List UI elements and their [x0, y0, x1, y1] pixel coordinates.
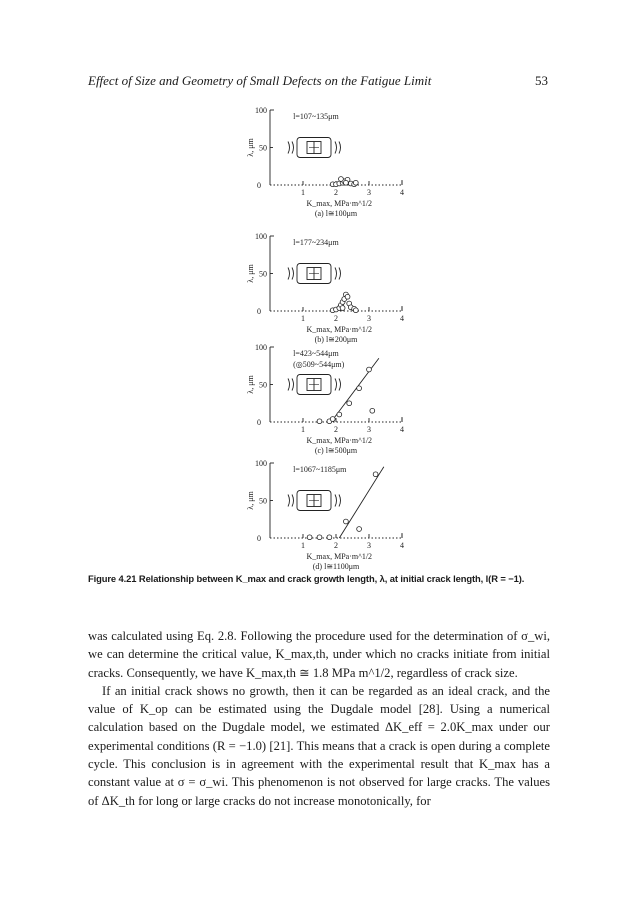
wave-right	[335, 495, 341, 507]
data-point	[330, 417, 335, 422]
y-axis-label: λ, μm	[246, 138, 255, 157]
data-point	[367, 367, 372, 372]
y-tick-label: 100	[255, 232, 267, 241]
data-point	[373, 472, 378, 477]
y-tick-label: 100	[255, 343, 267, 352]
specimen-with-defect-icon	[288, 264, 341, 284]
data-point	[353, 308, 358, 313]
data-point	[344, 180, 349, 185]
data-point	[340, 306, 345, 311]
x-axis-label: K_max, MPa·m^1/2	[306, 436, 373, 445]
x-axis-label: K_max, MPa·m^1/2	[306, 199, 373, 208]
panel-label: (d) l≅1100μm	[312, 562, 360, 571]
panel-label: (a) l≅100μm	[314, 209, 358, 218]
x-tick-label: 3	[367, 425, 371, 434]
paragraph-1: was calculated using Eq. 2.8. Following the procedure used for the determination of σ_wi, we can determine the critical value, K_max,th, under which no cracks initiate from initial cracks. Consequently, we have K_max,th ≅ 1.8 MPa m^1/2, regardless of crack size.	[88, 629, 550, 680]
data-point	[344, 519, 349, 524]
specimen-with-defect-icon	[288, 491, 341, 511]
y-axis-label: λ, μm	[246, 491, 255, 510]
page-number: 53	[535, 73, 548, 88]
data-point	[345, 294, 350, 299]
panel-b	[246, 232, 404, 344]
data-point	[357, 527, 362, 532]
y-tick-label: 0	[257, 534, 261, 543]
y-tick-label: 0	[257, 307, 261, 316]
x-tick-label: 2	[334, 541, 338, 550]
x-axis-label: K_max, MPa·m^1/2	[306, 325, 373, 334]
specimen-with-defect-icon	[288, 138, 341, 158]
wave-left	[288, 379, 294, 391]
panel-c	[246, 343, 404, 455]
data-point	[307, 535, 312, 540]
panel-d	[246, 459, 404, 571]
crack-length-annotation: l=423~544μm	[293, 349, 339, 358]
data-point	[353, 180, 358, 185]
x-tick-label: 4	[400, 541, 404, 550]
x-tick-label: 4	[400, 425, 404, 434]
data-point	[317, 419, 322, 424]
trend-line	[339, 467, 384, 538]
panel-label: (b) l≅200μm	[314, 335, 358, 344]
data-point	[370, 408, 375, 413]
x-axis-label: K_max, MPa·m^1/2	[306, 552, 373, 561]
y-tick-label: 100	[255, 106, 267, 115]
wave-left	[288, 495, 294, 507]
y-tick-label: 50	[259, 496, 267, 506]
y-tick-label: 50	[259, 380, 267, 390]
x-tick-label: 4	[400, 314, 404, 323]
crack-length-annotation-2: (◎509~544μm)	[293, 360, 345, 369]
wave-right	[335, 268, 341, 280]
y-axis-label: λ, μm	[246, 375, 255, 394]
data-point	[317, 535, 322, 540]
crack-length-annotation: l=177~234μm	[293, 238, 339, 247]
x-tick-label: 1	[301, 314, 305, 323]
x-tick-label: 2	[334, 314, 338, 323]
panel-label: (c) l≅500μm	[314, 446, 358, 455]
x-tick-label: 3	[367, 314, 371, 323]
running-title: Effect of Size and Geometry of Small Defects on the Fatigue Limit	[88, 73, 432, 88]
crack-length-annotation: l=107~135μm	[293, 112, 339, 121]
caption-text: Figure 4.21 Relationship between K_max and crack growth length, λ, at initial crack length, l(R = −1).	[88, 573, 525, 584]
x-tick-label: 1	[301, 425, 305, 434]
wave-right	[335, 379, 341, 391]
crack-length-annotation: l=1067~1185μm	[293, 465, 347, 474]
x-tick-label: 4	[400, 188, 404, 197]
y-tick-label: 0	[257, 418, 261, 427]
y-tick-label: 50	[259, 269, 267, 279]
data-point	[327, 535, 332, 540]
x-tick-label: 3	[367, 188, 371, 197]
x-tick-label: 3	[367, 541, 371, 550]
data-point	[339, 177, 344, 182]
y-axis-label: λ, μm	[246, 264, 255, 283]
specimen-with-defect-icon	[288, 375, 341, 395]
y-tick-label: 50	[259, 143, 267, 153]
wave-right	[335, 142, 341, 154]
wave-left	[288, 268, 294, 280]
x-tick-label: 1	[301, 541, 305, 550]
paragraph-2: If an initial crack shows no growth, then it can be regarded as an ideal crack, and the value of K_op can be estimated using the Dugdale model [28]. Using a numerical calculation based on the Dugdale model, we estimated ΔK_eff = 2.0K_max under our experimental conditions (R = −1.0) [21]. This means that a crack is open during a complete cycle. This conclusion is in agreement with the experimental result that K_max has a constant value at σ = σ_wi. This phenomenon is not observed for large cracks. The values of ΔK_th for long or large cracks do not increase monotonically, for	[88, 683, 550, 808]
x-tick-label: 2	[334, 425, 338, 434]
panel-a	[246, 106, 404, 218]
x-tick-label: 1	[301, 188, 305, 197]
data-point	[347, 401, 352, 406]
data-point	[337, 412, 342, 417]
wave-left	[288, 142, 294, 154]
y-tick-label: 0	[257, 181, 261, 190]
body-text	[88, 627, 550, 810]
x-tick-label: 2	[334, 188, 338, 197]
data-point	[357, 386, 362, 391]
figure-caption	[88, 573, 558, 584]
y-tick-label: 100	[255, 459, 267, 468]
